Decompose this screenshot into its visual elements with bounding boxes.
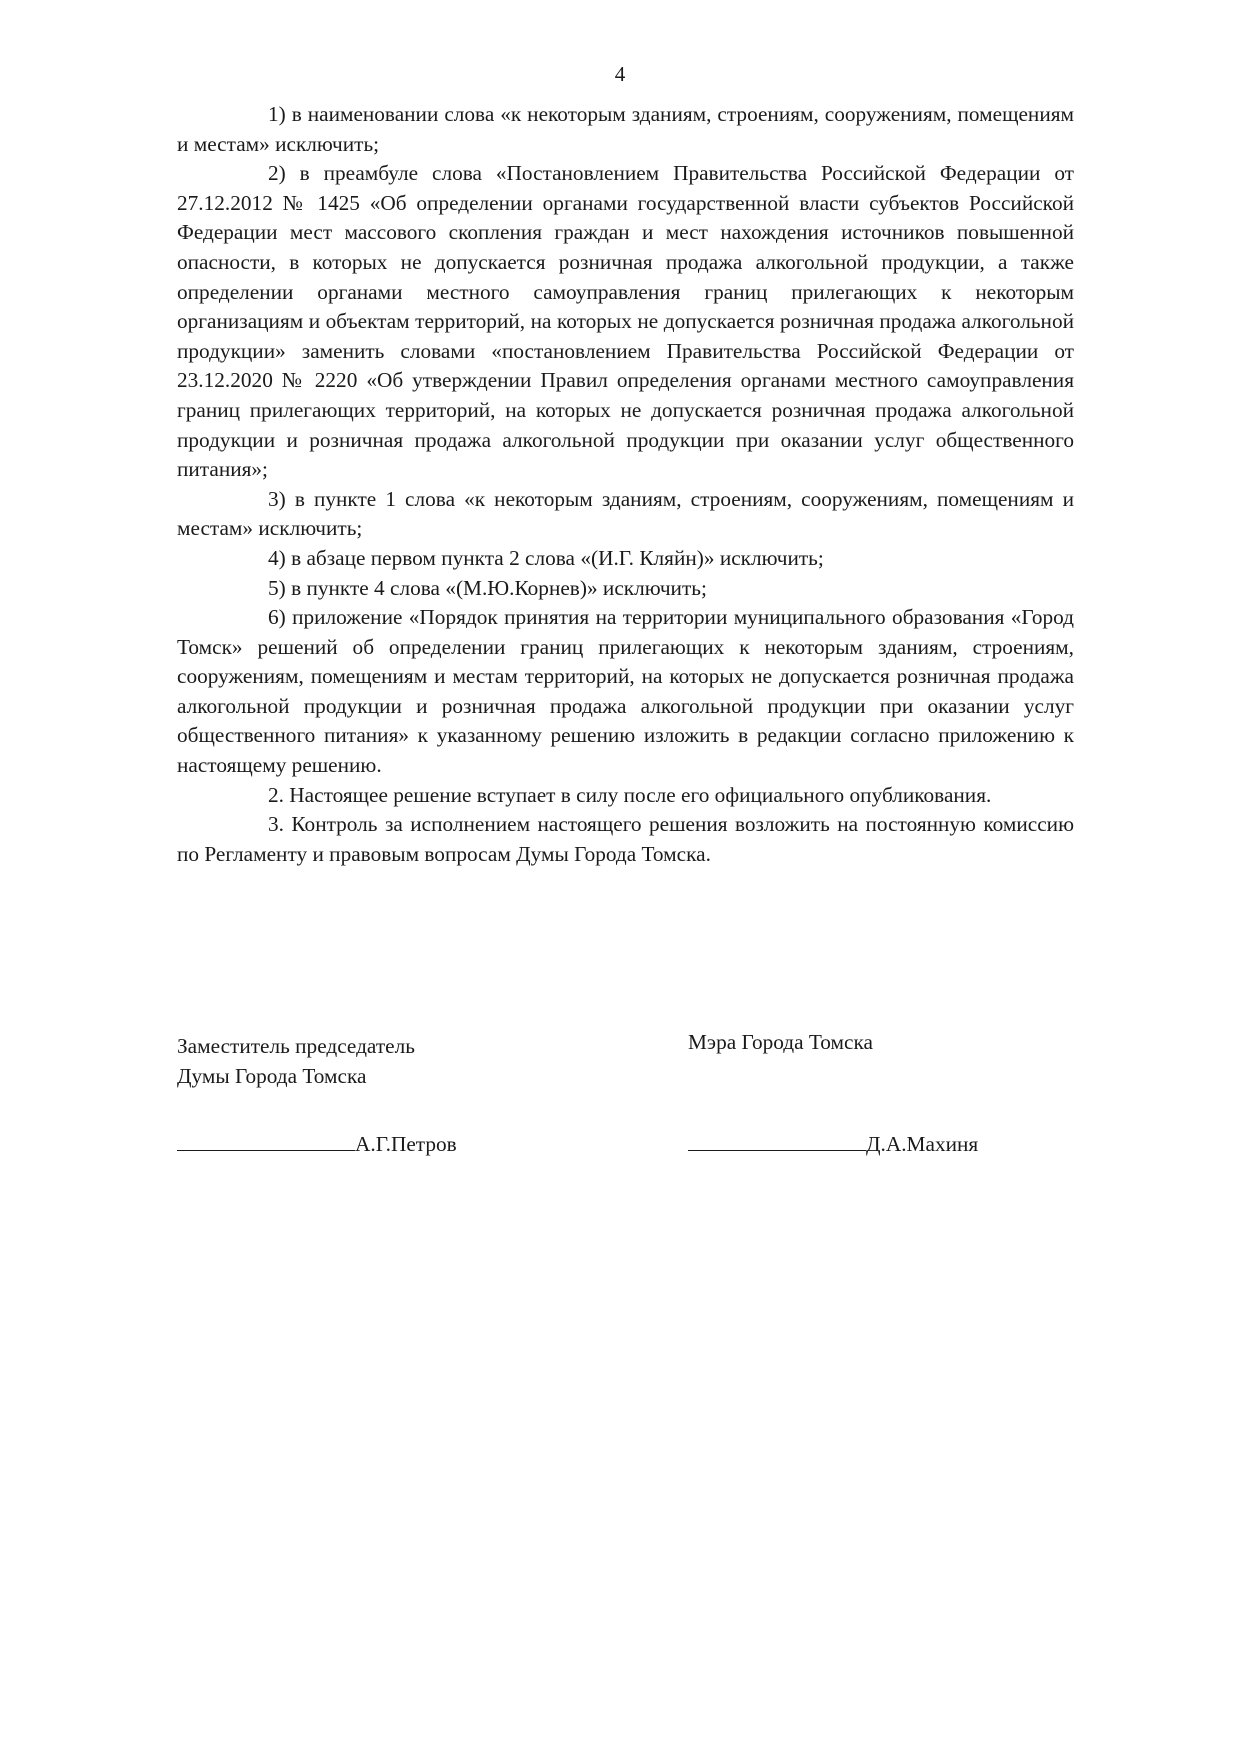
paragraph-item-5: 5) в пункте 4 слова «(М.Ю.Корнев)» исключить;: [268, 575, 707, 600]
paragraph-item-3: 3) в пункте 1 слова «к некоторым зданиям, строениям, сооружениям, помещениям и местам» исключить;: [177, 486, 1074, 541]
signatory-title-line1: Заместитель председатель: [177, 1034, 415, 1058]
paragraph-control: 3. Контроль за исполнением настоящего решения возложить на постоянную комиссию по Регламенту и правовым вопросам Думы Города Томска.: [177, 812, 1074, 866]
signatory-title-line1: Мэра Города Томска: [688, 1030, 873, 1054]
paragraph-item-4: 4) в абзаце первом пункта 2 слова «(И.Г. Кляйн)» исключить;: [268, 545, 824, 570]
paragraph-item-2: 2) в преамбуле слова «Постановлением Правительства Российской Федерации от 27.12.2012 № 1425 «Об определении органами государственной власти субъектов Российской Федерации мест массового скопления граждан и мест нахождения источников повышенной опасности, в которых не допускается розничная продажа алкогольной продукции, а также определении органами местного самоуправления границ прилегающих к некоторым организациям и объектам территорий, на которых не допускается розничная продажа алкогольной продукции» заменить словами «постановлением Правительства Российской Федерации от 23.12.2020 № 2220 «Об утверждении Правил определения органами местного самоуправления границ прилегающих территорий, на которых не допускается розничная продажа алкогольной продукции и розничная продажа алкогольной продукции при оказании услуг общественного питания»;: [177, 161, 1074, 482]
signatory-name: Д.А.Махиня: [866, 1132, 979, 1156]
paragraph-item-1: 1) в наименовании слова «к некоторым зданиям, строениям, сооружениям, помещениям и местам» исключить;: [177, 102, 1074, 156]
paragraph-item-6: 6) приложение «Порядок принятия на территории муниципального образования «Город Томск» решений об определении границ прилегающих к некоторым зданиям, строениям, сооружениям, помещениям и местам территорий, на которых не допускается розничная продажа алкогольной продукции и розничная продажа алкогольной продукции при оказании услуг общественного питания» к указанному решению изложить в редакции согласно приложению к настоящему решению.: [177, 605, 1074, 778]
signature-line-left: [177, 1130, 457, 1160]
document-body: [177, 100, 1074, 869]
signature-blank: [177, 1132, 355, 1151]
page-number: 4: [614, 62, 626, 86]
signature-blank: [688, 1132, 866, 1151]
signature-left: [177, 1032, 597, 1156]
signature-right: [688, 1028, 1088, 1156]
signatory-name: А.Г.Петров: [355, 1132, 457, 1156]
signature-line-right: [688, 1130, 978, 1160]
signatory-title-line2: Думы Города Томска: [177, 1063, 367, 1088]
paragraph-effective-date: 2. Настоящее решение вступает в силу после его официального опубликования.: [268, 782, 992, 807]
